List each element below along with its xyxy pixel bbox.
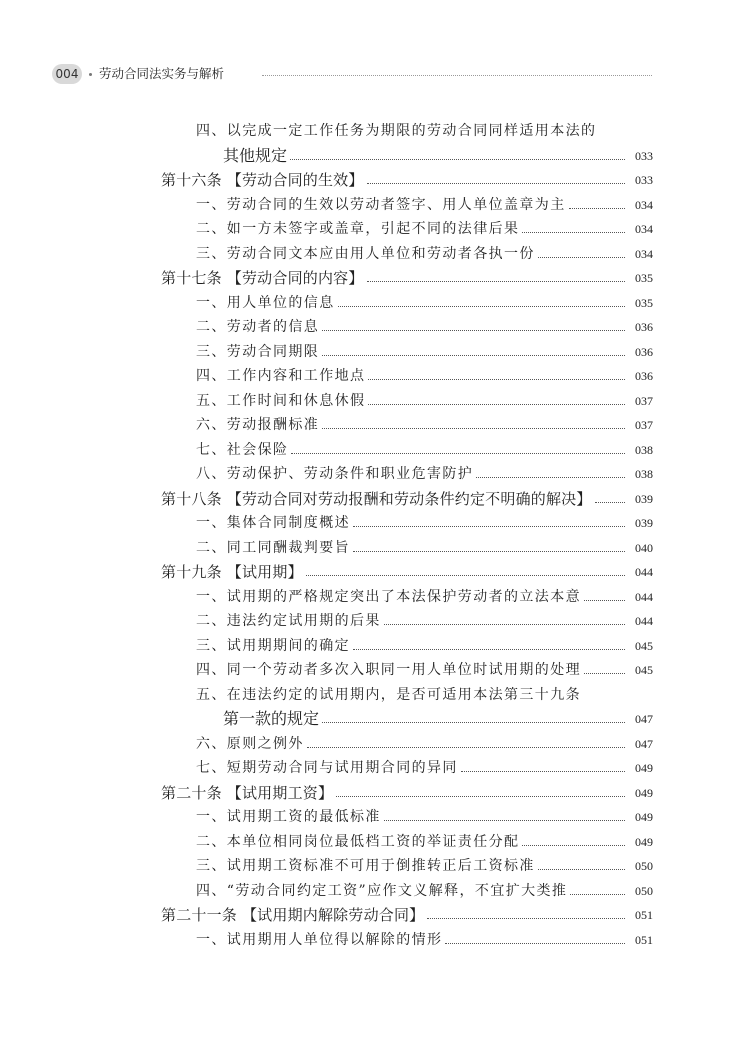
toc-section-row[interactable] [161, 413, 653, 438]
toc-section-row[interactable] [161, 511, 653, 536]
dot-leader [476, 477, 625, 478]
toc-entry-title: 第二十条 【试用期工资】 [161, 783, 334, 802]
toc-section-row[interactable] [161, 854, 653, 879]
toc-section-row[interactable] [161, 340, 653, 365]
dot-leader [384, 820, 625, 821]
dot-leader [538, 869, 625, 870]
toc-page-number: 044 [635, 614, 653, 628]
toc-entry-title: 第十八条 【劳动合同对劳动报酬和劳动条件约定不明确的解决】 [161, 489, 592, 508]
toc-entry-title: 五、在违法约定的试用期内，是否可适用本法第三十九条 [196, 686, 581, 703]
dot-leader [522, 845, 625, 846]
toc-page-number: 035 [635, 271, 653, 285]
toc-entry-title: 第二十一条 【试用期内解除劳动合同】 [161, 906, 425, 924]
toc-entry-title: 二、劳动者的信息 [196, 319, 320, 335]
toc-page-number: 050 [635, 859, 653, 873]
toc-article-row[interactable] [161, 168, 653, 193]
toc-section-row[interactable] [161, 585, 653, 610]
toc-entry-title: 三、试用期工资标准不可用于倒推转正后工资标准 [196, 858, 535, 874]
toc-section-row[interactable] [161, 879, 653, 904]
toc-entry-title: 其他规定 [223, 145, 288, 165]
toc-section-row[interactable] [161, 634, 653, 659]
toc-entry-title: 八、劳动保护、劳动条件和职业危害防护 [196, 466, 474, 482]
toc-page-number: 047 [635, 712, 653, 726]
dot-leader [322, 428, 625, 429]
toc-article-row[interactable] [161, 903, 653, 928]
toc-page-number: 051 [635, 932, 653, 947]
toc-page-number: 045 [635, 638, 653, 653]
toc-entry-title: 一、试用期的严格规定突出了本法保护劳动者的立法本意 [196, 588, 581, 605]
toc-section-row[interactable] [161, 658, 653, 683]
toc-entry-title: 三、试用期期间的确定 [196, 637, 350, 654]
toc-section-row[interactable] [161, 756, 653, 781]
toc-page-number: 034 [635, 222, 653, 236]
dot-leader [368, 379, 625, 380]
toc-section-row[interactable] [161, 830, 653, 855]
dot-leader [445, 943, 625, 944]
toc-entry-title: 三、劳动合同期限 [196, 343, 320, 360]
toc-page-number: 049 [635, 761, 653, 775]
toc-page-number: 049 [635, 834, 653, 849]
toc-page-number: 035 [635, 295, 653, 310]
toc-page-number: 038 [635, 467, 653, 481]
toc-entry-title: 三、劳动合同文本应由用人单位和劳动者各执一份 [196, 245, 535, 262]
dot-leader [569, 208, 625, 209]
toc-entry-title: 六、原则之例外 [196, 735, 304, 752]
dot-leader [367, 183, 625, 184]
toc-page-number: 033 [635, 148, 653, 163]
toc-page-number: 039 [635, 516, 653, 530]
toc-entry-title: 五、工作时间和休息休假 [196, 392, 366, 409]
toc-entry-title: 二、违法约定试用期的后果 [196, 613, 381, 629]
toc-entry-title: 七、社会保险 [196, 441, 289, 458]
toc-article-row[interactable] [161, 266, 653, 291]
toc-page-number: 045 [635, 663, 653, 677]
toc-section-row[interactable] [161, 242, 653, 267]
header-dotted-rule [262, 75, 652, 76]
toc-page-number: 036 [635, 369, 653, 383]
toc-section-row[interactable] [161, 291, 653, 316]
toc-page-number: 037 [635, 393, 653, 408]
toc-entry-title: 一、试用期工资的最低标准 [196, 809, 381, 825]
toc-entry-title: 一、集体合同制度概述 [196, 515, 350, 531]
toc-entry-title: 二、如一方未签字或盖章，引起不同的法律后果 [196, 221, 520, 237]
dot-leader [291, 453, 625, 454]
toc-page-number: 040 [635, 540, 653, 555]
dot-leader [538, 257, 625, 258]
toc-article-row[interactable] [161, 487, 653, 512]
toc-page-number: 050 [635, 883, 653, 898]
toc-page-number: 034 [635, 246, 653, 261]
dot-leader [353, 551, 625, 552]
toc-article-row[interactable] [161, 781, 653, 806]
toc-section-row[interactable] [161, 389, 653, 414]
dot-leader [461, 771, 625, 772]
dot-leader [353, 649, 625, 650]
toc-entry-title: 二、本单位相同岗位最低档工资的举证责任分配 [196, 833, 520, 850]
toc-page-number: 049 [635, 810, 653, 824]
toc-entry-title: 四、以完成一定工作任务为期限的劳动合同同样适用本法的 [196, 123, 597, 139]
toc-section-row[interactable] [161, 364, 653, 389]
toc-entry-title: 一、用人单位的信息 [196, 294, 335, 311]
toc-entry-title: 一、试用期用人单位得以解除的情形 [196, 931, 443, 948]
toc-entry-title: 四、同一个劳动者多次入职同一用人单位时试用期的处理 [196, 662, 581, 678]
dot-leader [322, 722, 625, 723]
toc-section-row[interactable] [161, 119, 653, 144]
toc-section-row[interactable] [161, 928, 653, 953]
dot-leader [584, 673, 625, 674]
toc-page-number: 033 [635, 173, 653, 187]
toc-page-number: 051 [635, 908, 653, 922]
running-header [52, 64, 652, 86]
dot-leader [570, 894, 625, 895]
toc-page-number: 044 [635, 565, 653, 579]
toc-entry-title: 七、短期劳动合同与试用期合同的异同 [196, 760, 458, 776]
table-of-contents [161, 119, 653, 952]
dot-leader [322, 330, 625, 331]
dot-leader [427, 918, 625, 919]
toc-continuation-row[interactable] [161, 707, 653, 732]
toc-page-number: 034 [635, 197, 653, 212]
toc-entry-title: 六、劳动报酬标准 [196, 417, 320, 433]
dot-leader [368, 404, 625, 405]
toc-page-number: 038 [635, 442, 653, 457]
toc-page-number: 036 [635, 344, 653, 359]
toc-section-row[interactable] [161, 217, 653, 242]
dot-leader [367, 281, 625, 282]
toc-page-number: 037 [635, 418, 653, 432]
dot-leader [595, 502, 625, 503]
book-title: 劳动合同法实务与解析 [99, 66, 225, 81]
dot-leader [384, 624, 625, 625]
dot-leader [322, 355, 625, 356]
toc-entry-title: 四、工作内容和工作地点 [196, 368, 366, 384]
dot-leader [338, 306, 625, 307]
toc-page-number: 039 [635, 491, 653, 506]
toc-entry-title: 第十七条 【劳动合同的内容】 [161, 269, 364, 287]
toc-section-row[interactable] [161, 805, 653, 830]
dot-leader [353, 526, 625, 527]
toc-page-number: 036 [635, 320, 653, 334]
dot-leader [290, 159, 625, 160]
dot-leader [336, 796, 625, 797]
toc-page-number: 047 [635, 736, 653, 751]
toc-article-row[interactable] [161, 560, 653, 585]
toc-entry-title: 第十九条 【试用期】 [161, 563, 303, 581]
separator-dot-icon [89, 73, 92, 76]
toc-entry-title: 第十六条 【劳动合同的生效】 [161, 171, 364, 189]
toc-section-row[interactable] [161, 193, 653, 218]
dot-leader [306, 575, 625, 576]
toc-continuation-row[interactable] [161, 144, 653, 169]
toc-entry-title: 四、“劳动合同约定工资”应作文义解释，不宜扩大类推 [196, 882, 568, 899]
toc-entry-title: 第一款的规定 [223, 709, 320, 728]
toc-section-row[interactable] [161, 732, 653, 757]
toc-section-row[interactable] [161, 609, 653, 634]
toc-entry-title: 二、同工同酬裁判要旨 [196, 539, 350, 556]
toc-section-row[interactable] [161, 438, 653, 463]
page-number-badge: 004 [52, 64, 82, 84]
toc-section-row[interactable] [161, 462, 653, 487]
toc-section-row[interactable] [161, 315, 653, 340]
dot-leader [522, 232, 625, 233]
toc-section-row[interactable] [161, 536, 653, 561]
toc-page-number: 044 [635, 589, 653, 604]
dot-leader [584, 600, 625, 601]
toc-section-row[interactable] [161, 683, 653, 708]
toc-page-number: 049 [635, 785, 653, 800]
toc-entry-title: 一、劳动合同的生效以劳动者签字、用人单位盖章为主 [196, 196, 566, 213]
dot-leader [307, 747, 625, 748]
